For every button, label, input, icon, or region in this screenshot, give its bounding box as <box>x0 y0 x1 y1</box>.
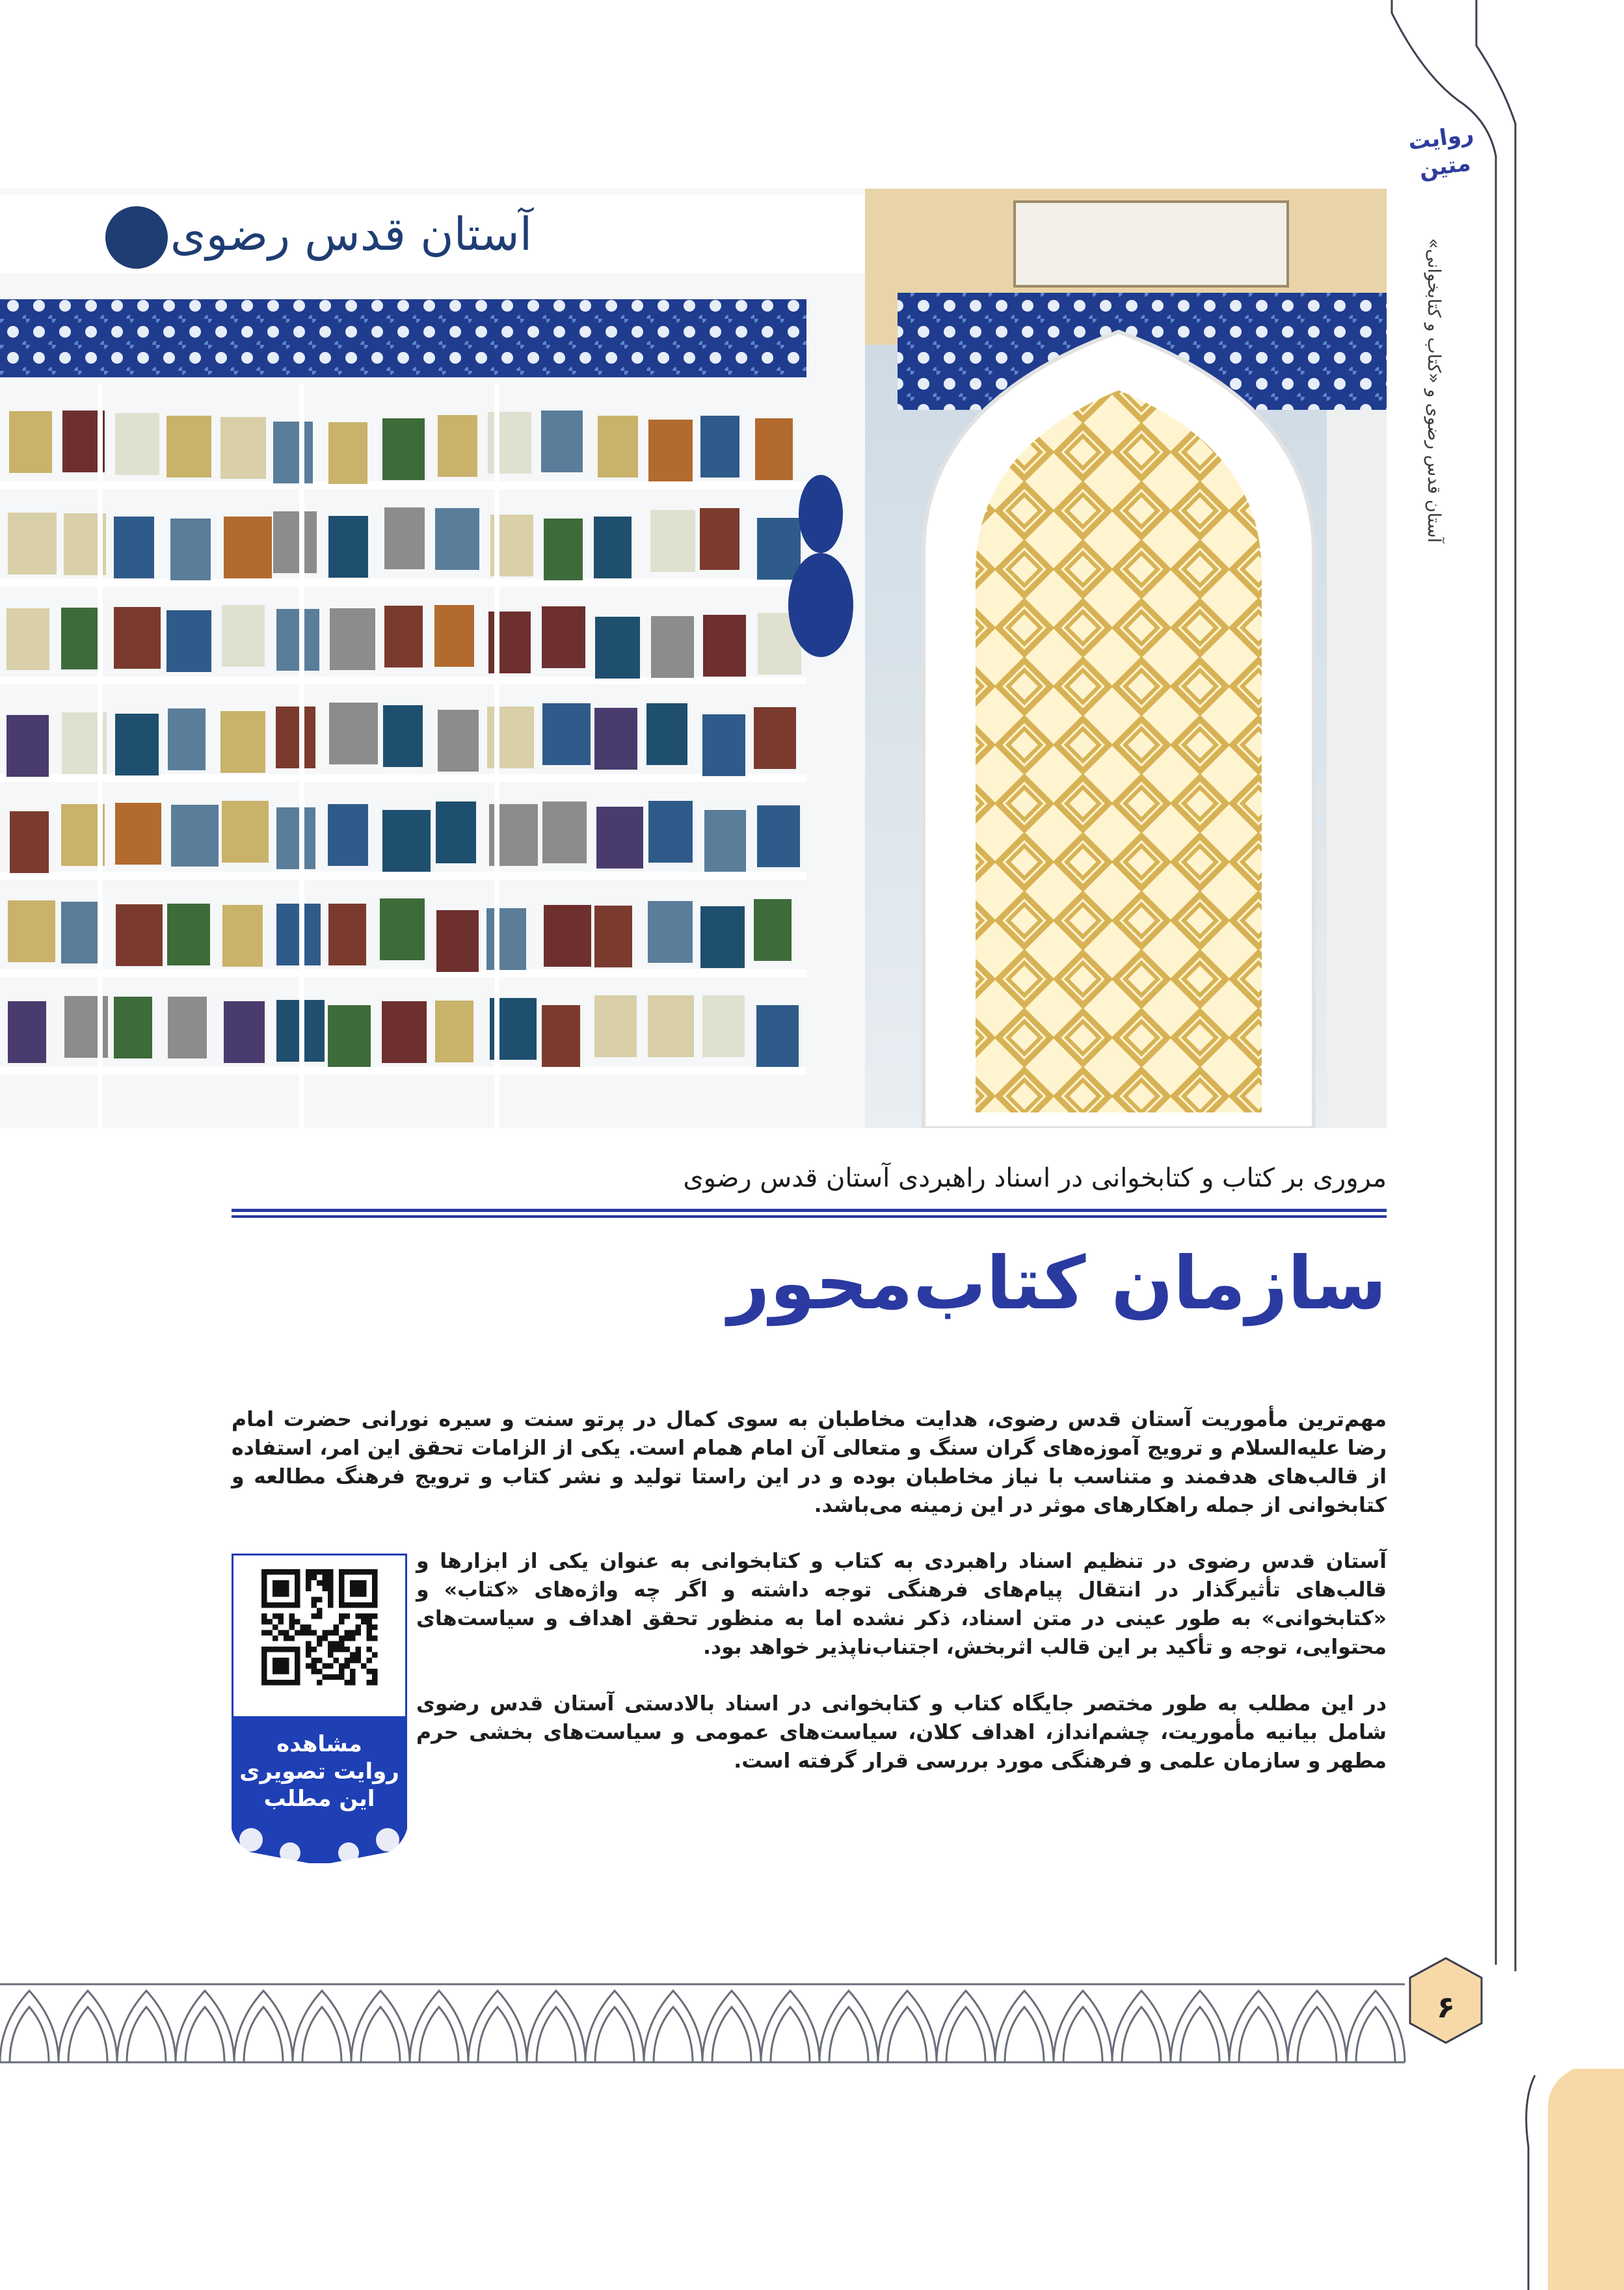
photo-sign-text: آستان قدس رضوی <box>170 208 533 261</box>
article-subtitle: مروری بر کتاب و کتابخوانی در اسناد راهبردی آستان قدس رضوی <box>683 1163 1387 1193</box>
qr-code-badge[interactable] <box>232 1554 407 1863</box>
qr-caption <box>232 1731 407 1815</box>
section-side-caption: آستان قدس رضوی و «کتاب و کتابخوانی» <box>1424 237 1444 543</box>
page-number: ۶ <box>1436 1989 1456 2025</box>
qr-caption-line-1: مشاهده <box>276 1731 362 1757</box>
article-title: سازمان کتاب‌محور <box>728 1241 1387 1326</box>
qr-caption-line-2: روایت تصویری <box>239 1758 399 1785</box>
hero-photo-book-exhibit <box>0 189 1387 1128</box>
body-paragraph-1: مهم‌ترین مأموریت آستان قدس رضوی، هدایت مخاطبان به سوی کمال در پرتو سنت و سیره نورانی حضرت امام رضا علیه‌السلام و ترویج آموزه‌های گران سنگ و متعالی آن امام همام است. یکی از الزامات تحقق این امر، استفاده از قالب‌های هدفمند و متناسب با نیاز مخاطبان بوده و در این راستا تولید و نشر کتاب و ترویج فرهنگ مطالعه و کتابخوانی از جمله راهکارهای موثر در این زمینه می‌باشد. <box>232 1408 1387 1517</box>
qr-caption-line-3: این مطلب <box>263 1786 375 1812</box>
body-paragraph-2: آستان قدس رضوی در تنظیم اسناد راهبردی به کتاب و کتابخوانی به عنوان یکی از ابزارها و قالب‌های تأثیرگذار در انتقال پیام‌های فرهنگی توجه داشته و اگر چه واژه‌های «کتاب» و «کتابخوانی» به طور عینی در متن اسناد، ذکر نشده اما به منظور تحقق اهداف و سیاست‌های محتوایی، توجه و تأکید بر این قالب اثربخش، اجتناب‌ناپذیر خواهد بود. <box>416 1550 1387 1659</box>
magazine-logo: روایت متین <box>1406 120 1476 183</box>
body-paragraph-3: در این مطلب به طور مختصر جایگاه کتاب و کتابخوانی در اسناد بالادستی آستان قدس رضوی شامل بیانیه مأموریت، چشم‌انداز، اهداف کلان، سیاست‌های عمومی و سیاست‌های بخشی حرم مطهر و سازمان علمی و فرهنگی مورد بررسی قرار گرفته است. <box>416 1692 1387 1773</box>
title-divider <box>232 1209 1387 1219</box>
